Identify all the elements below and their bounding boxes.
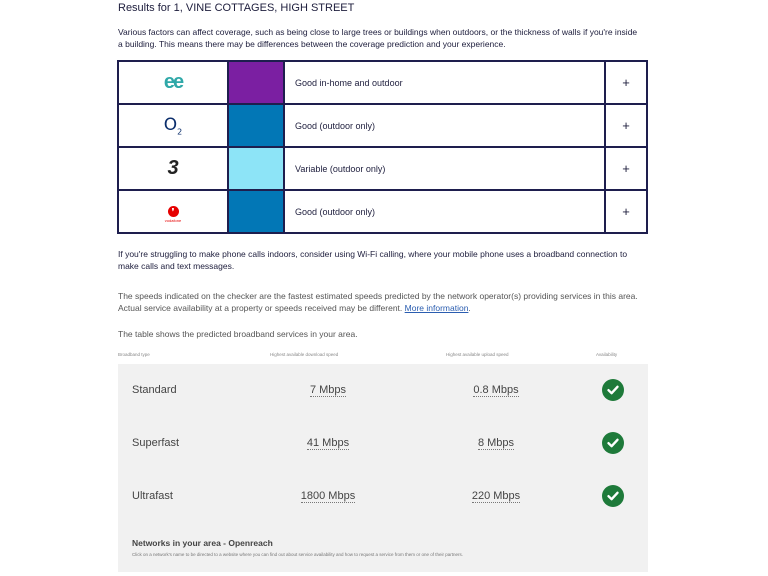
header-download-speed: Highest available download speed <box>270 352 339 357</box>
coverage-description: Good (outdoor only) <box>284 104 605 147</box>
header-availability: Availability <box>596 352 618 357</box>
three-logo-icon <box>118 147 228 190</box>
coverage-row-ee[interactable] <box>118 61 647 104</box>
coverage-color-swatch <box>228 190 284 233</box>
coverage-row-three[interactable] <box>118 147 647 190</box>
download-speed[interactable]: 41 Mbps <box>306 437 350 449</box>
broadband-type: Superfast <box>132 437 180 449</box>
coverage-color-swatch <box>228 147 284 190</box>
broadband-row-standard <box>118 364 648 416</box>
more-information-link[interactable]: More information <box>404 303 469 313</box>
speeds-note: The speeds indicated on the checker are the fastest estimated speeds predicted by the network operator(s) providing services in this area. Actual service availability at a property or speeds received may be different. More information. <box>118 291 638 313</box>
broadband-type: Ultrafast <box>132 490 173 502</box>
header-broadband-type: Broadband type <box>118 352 150 357</box>
vodafone-logo-icon <box>118 190 228 233</box>
coverage-description: Good in-home and outdoor <box>284 61 605 104</box>
coverage-color-swatch <box>228 104 284 147</box>
vodafone-logo-text: vodafone <box>164 217 182 223</box>
coverage-row-o2[interactable] <box>118 104 647 147</box>
check-circle-icon <box>602 485 624 507</box>
coverage-row-vodafone[interactable] <box>118 190 647 233</box>
check-circle-icon <box>602 432 624 454</box>
ee-logo-text: ee <box>163 71 183 93</box>
networks-description: Click on a network's name to be directed to a website where you can find out about service availability and how to request a service from them or one of their partners. <box>132 552 464 557</box>
check-circle-icon <box>602 379 624 401</box>
o2-logo-text: O <box>163 114 178 135</box>
expand-plus-icon[interactable]: + <box>605 104 647 147</box>
coverage-color-swatch <box>228 61 284 104</box>
download-speed[interactable]: 1800 Mbps <box>300 490 356 502</box>
o2-logo-icon <box>118 104 228 147</box>
upload-speed[interactable]: 0.8 Mbps <box>473 384 519 396</box>
networks-title: Networks in your area - Openreach <box>132 538 273 548</box>
broadband-row-ultrafast <box>118 470 648 522</box>
wifi-calling-note: If you're struggling to make phone calls indoors, consider using Wi-Fi calling, where your mobile phone uses a broadband connection to make calls and text messages. <box>118 249 628 271</box>
header-upload-speed: Highest available upload speed <box>446 352 509 357</box>
vodafone-speechmark-icon: ❜ <box>168 206 179 217</box>
broadband-type: Standard <box>132 384 177 396</box>
expand-plus-icon[interactable]: + <box>605 190 647 233</box>
upload-speed[interactable]: 220 Mbps <box>471 490 521 502</box>
results-heading: Results for 1, VINE COTTAGES, HIGH STREET <box>118 2 355 14</box>
coverage-intro-text: Various factors can affect coverage, such as being close to large trees or buildings when outdoors, or the thickness of walls if you're inside a building. This means there may be differences between the coverage prediction and your experience. <box>118 27 638 49</box>
upload-speed[interactable]: 8 Mbps <box>477 437 515 449</box>
expand-plus-icon[interactable]: + <box>605 147 647 190</box>
speeds-note-text: The speeds indicated on the checker are the fastest estimated speeds predicted by the network operator(s) providing services in this area. Actual service availability at a property or speeds received may be different. <box>118 291 638 313</box>
coverage-description: Good (outdoor only) <box>284 190 605 233</box>
coverage-description: Variable (outdoor only) <box>284 147 605 190</box>
three-logo-text: 3 <box>167 157 179 179</box>
download-speed[interactable]: 7 Mbps <box>309 384 347 396</box>
ee-logo-icon <box>118 61 228 104</box>
broadband-table-note: The table shows the predicted broadband services in your area. <box>118 329 358 339</box>
broadband-row-superfast <box>118 417 648 469</box>
expand-plus-icon[interactable]: + <box>605 61 647 104</box>
o2-logo-sub: 2 <box>177 127 183 137</box>
broadband-table <box>118 364 648 572</box>
mobile-coverage-table <box>117 60 648 234</box>
